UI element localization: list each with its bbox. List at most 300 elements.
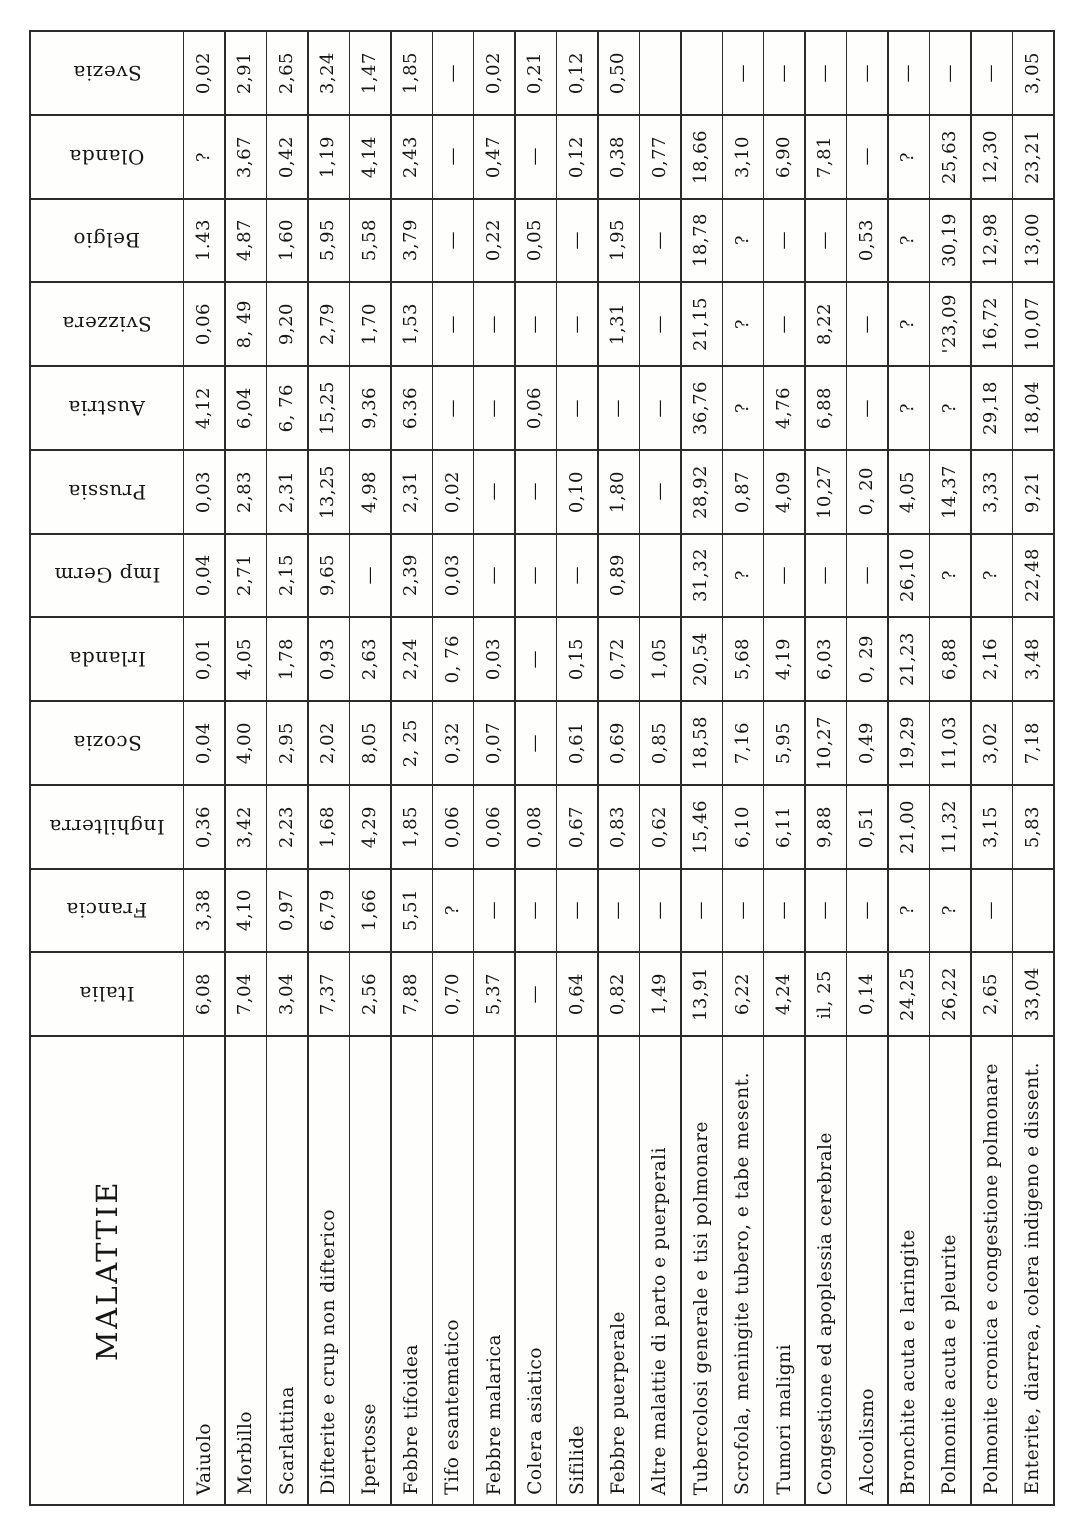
value-cell-olanda-20 bbox=[972, 116, 1012, 198]
value-text: — bbox=[524, 314, 546, 334]
value-text: 6,90 bbox=[772, 135, 794, 178]
value-text: 15,25 bbox=[317, 380, 339, 435]
value-text: 2,31 bbox=[275, 470, 297, 513]
value-cell-irlanda-14 bbox=[723, 618, 763, 700]
value-text: 0,49 bbox=[855, 721, 877, 764]
value-cell-svezia-16 bbox=[806, 32, 846, 114]
value-cell-olanda-9 bbox=[516, 116, 556, 198]
country-name-text: Austria bbox=[68, 395, 146, 420]
value-cell-austria-3 bbox=[267, 367, 307, 449]
value-cell-svezia-9 bbox=[516, 32, 556, 114]
value-text: 6,10 bbox=[731, 805, 753, 848]
value-cell-prussia-9 bbox=[516, 451, 556, 533]
value-text: — bbox=[855, 63, 877, 83]
disease-name-text: Tumori maligni bbox=[773, 1344, 795, 1495]
value-text: 22,48 bbox=[1021, 548, 1043, 603]
value-text: 0,51 bbox=[855, 805, 877, 848]
value-text: 26,22 bbox=[938, 967, 960, 1022]
value-text: 2,79 bbox=[317, 303, 339, 346]
value-text: 1,19 bbox=[317, 135, 339, 178]
value-cell-imp-germ-9 bbox=[516, 535, 556, 617]
value-text: 11,03 bbox=[938, 715, 960, 770]
value-cell-italia-13 bbox=[682, 953, 722, 1035]
value-text: — bbox=[648, 398, 670, 418]
value-cell-belgio-1 bbox=[184, 200, 224, 282]
value-text: 2,15 bbox=[275, 554, 297, 597]
value-cell-prussia-14 bbox=[723, 451, 763, 533]
value-text: 4,10 bbox=[234, 889, 256, 932]
value-text: 9,20 bbox=[275, 303, 297, 346]
value-cell-scozia-13 bbox=[682, 702, 722, 784]
value-cell-imp-germ-13 bbox=[682, 535, 722, 617]
value-text: 1,60 bbox=[275, 219, 297, 262]
value-text: 0, 20 bbox=[855, 467, 877, 516]
value-text: 4,00 bbox=[234, 721, 256, 764]
value-cell-irlanda-19 bbox=[930, 618, 970, 700]
value-text: 4,24 bbox=[772, 973, 794, 1016]
value-text: 6.36 bbox=[400, 386, 422, 429]
value-cell-inghilterra-16 bbox=[806, 786, 846, 868]
value-cell-irlanda-3 bbox=[267, 618, 307, 700]
value-text: — bbox=[855, 147, 877, 166]
value-text: — bbox=[524, 147, 546, 166]
value-cell-italia-21 bbox=[1013, 953, 1053, 1035]
disease-name-text: Vaiuolo bbox=[193, 1422, 215, 1495]
value-text: 0,62 bbox=[648, 805, 670, 848]
value-text: 3,02 bbox=[980, 721, 1002, 764]
value-cell-svizzera-20 bbox=[972, 283, 1012, 365]
value-cell-francia-2 bbox=[226, 870, 266, 952]
value-cell-scozia-5 bbox=[350, 702, 390, 784]
value-cell-imp-germ-3 bbox=[267, 535, 307, 617]
value-text: 0,61 bbox=[565, 721, 587, 764]
value-cell-imp-germ-12 bbox=[640, 535, 680, 617]
value-text: 0,15 bbox=[565, 638, 587, 681]
value-text: 1,85 bbox=[400, 805, 422, 848]
country-name-text: Prussia bbox=[67, 479, 147, 504]
value-cell-imp-germ-6 bbox=[392, 535, 432, 617]
value-text: 3,33 bbox=[980, 470, 1002, 513]
disease-name-text: Morbillo bbox=[235, 1411, 257, 1495]
value-text: 1,85 bbox=[400, 51, 422, 94]
value-text: — bbox=[565, 314, 587, 334]
value-text: 0,02 bbox=[482, 51, 504, 94]
value-text: 23,21 bbox=[1021, 129, 1043, 184]
value-text: 3,38 bbox=[192, 889, 214, 932]
value-cell-inghilterra-20 bbox=[972, 786, 1012, 868]
value-cell-olanda-17 bbox=[847, 116, 887, 198]
value-cell-francia-4 bbox=[309, 870, 349, 952]
value-cell-italia-12 bbox=[640, 953, 680, 1035]
value-cell-irlanda-13 bbox=[682, 618, 722, 700]
country-name-text: Imp Germ bbox=[53, 563, 161, 588]
value-cell-prussia-12 bbox=[640, 451, 680, 533]
value-cell-irlanda-5 bbox=[350, 618, 390, 700]
disease-name-text: Febbre puerperale bbox=[607, 1311, 629, 1495]
value-text: 3,05 bbox=[1021, 51, 1043, 94]
value-cell-inghilterra-2 bbox=[226, 786, 266, 868]
disease-label-scarlattina bbox=[267, 1037, 307, 1504]
value-text: 19,29 bbox=[897, 715, 919, 770]
country-label-olanda bbox=[31, 116, 183, 198]
value-text: — bbox=[565, 398, 587, 418]
value-cell-imp-germ-8 bbox=[474, 535, 514, 617]
value-cell-belgio-2 bbox=[226, 200, 266, 282]
value-text: ? bbox=[897, 235, 919, 246]
disease-name-text: Difterite e crup non difterico bbox=[317, 1209, 339, 1495]
value-text: 2,83 bbox=[234, 470, 256, 513]
value-text: 30,19 bbox=[938, 213, 960, 268]
value-cell-belgio-4 bbox=[309, 200, 349, 282]
value-text: 1,66 bbox=[358, 889, 380, 932]
value-cell-irlanda-9 bbox=[516, 618, 556, 700]
value-text: 0,05 bbox=[524, 219, 546, 262]
value-text: 0,03 bbox=[441, 554, 463, 597]
value-text: 1,95 bbox=[607, 219, 629, 262]
value-text: 18,58 bbox=[690, 715, 712, 770]
value-text: 14,37 bbox=[938, 464, 960, 519]
value-text: — bbox=[814, 231, 836, 250]
value-cell-scozia-2 bbox=[226, 702, 266, 784]
value-cell-austria-20 bbox=[972, 367, 1012, 449]
disease-name-text: Enterite, diarrea, colera indigeno e dissent. bbox=[1022, 1062, 1044, 1495]
disease-name-text: Alcoolismo bbox=[856, 1388, 878, 1495]
value-text: 4,12 bbox=[192, 386, 214, 429]
value-text: 0,67 bbox=[565, 805, 587, 848]
value-cell-olanda-12 bbox=[640, 116, 680, 198]
value-cell-svizzera-2 bbox=[226, 283, 266, 365]
value-cell-irlanda-11 bbox=[599, 618, 639, 700]
value-cell-austria-21 bbox=[1013, 367, 1053, 449]
value-cell-inghilterra-17 bbox=[847, 786, 887, 868]
value-text: — bbox=[441, 398, 463, 418]
country-label-irlanda bbox=[31, 618, 183, 700]
value-cell-imp-germ-5 bbox=[350, 535, 390, 617]
value-text: 0,93 bbox=[317, 638, 339, 681]
value-text: 5,95 bbox=[772, 721, 794, 764]
value-cell-francia-15 bbox=[764, 870, 804, 952]
value-cell-belgio-8 bbox=[474, 200, 514, 282]
value-text: 1,31 bbox=[607, 303, 629, 346]
value-text: — bbox=[772, 314, 794, 334]
value-text: 1,49 bbox=[648, 973, 670, 1016]
value-text: ? bbox=[980, 570, 1002, 581]
value-cell-imp-germ-11 bbox=[599, 535, 639, 617]
value-text: ? bbox=[897, 402, 919, 413]
value-cell-svezia-14 bbox=[723, 32, 763, 114]
country-name-text: Svezia bbox=[72, 60, 142, 85]
value-cell-olanda-1 bbox=[184, 116, 224, 198]
disease-name-text: Tifo esantematico bbox=[442, 1319, 464, 1495]
value-text: 0,06 bbox=[441, 805, 463, 848]
value-text: — bbox=[814, 63, 836, 83]
value-cell-olanda-8 bbox=[474, 116, 514, 198]
country-label-prussia bbox=[31, 451, 183, 533]
value-text: 0,07 bbox=[482, 721, 504, 764]
value-cell-imp-germ-18 bbox=[889, 535, 929, 617]
value-text: 13,00 bbox=[1021, 213, 1043, 268]
value-text: 0,69 bbox=[607, 721, 629, 764]
value-cell-belgio-11 bbox=[599, 200, 639, 282]
value-text: 2,65 bbox=[275, 51, 297, 94]
value-cell-svizzera-9 bbox=[516, 283, 556, 365]
value-cell-francia-14 bbox=[723, 870, 763, 952]
value-cell-olanda-6 bbox=[392, 116, 432, 198]
value-text: 0,08 bbox=[524, 805, 546, 848]
value-text: — bbox=[358, 566, 380, 585]
value-cell-svizzera-5 bbox=[350, 283, 390, 365]
value-text: — bbox=[690, 901, 712, 920]
value-cell-francia-12 bbox=[640, 870, 680, 952]
value-text: 0, 76 bbox=[441, 634, 463, 684]
value-cell-svezia-13 bbox=[682, 32, 722, 114]
value-text: 2,24 bbox=[400, 638, 422, 681]
value-cell-austria-17 bbox=[847, 367, 887, 449]
disease-label-alcoolismo bbox=[847, 1037, 887, 1504]
value-text: 12,30 bbox=[980, 129, 1002, 184]
value-cell-francia-1 bbox=[184, 870, 224, 952]
value-text: 0,04 bbox=[192, 721, 214, 764]
value-cell-austria-11 bbox=[599, 367, 639, 449]
value-cell-svezia-12 bbox=[640, 32, 680, 114]
value-cell-imp-germ-19 bbox=[930, 535, 970, 617]
value-text: 1,70 bbox=[358, 303, 380, 346]
value-text: 3,04 bbox=[275, 973, 297, 1016]
value-text: 0,36 bbox=[192, 805, 214, 848]
value-cell-inghilterra-11 bbox=[599, 786, 639, 868]
country-name-text: Olanda bbox=[69, 144, 145, 169]
value-text: ? bbox=[731, 235, 753, 246]
value-text: — bbox=[482, 314, 504, 334]
value-cell-svizzera-19 bbox=[930, 283, 970, 365]
value-cell-svizzera-4 bbox=[309, 283, 349, 365]
value-cell-inghilterra-8 bbox=[474, 786, 514, 868]
value-cell-austria-19 bbox=[930, 367, 970, 449]
value-cell-austria-9 bbox=[516, 367, 556, 449]
value-cell-italia-18 bbox=[889, 953, 929, 1035]
value-text: — bbox=[482, 482, 504, 501]
value-cell-inghilterra-18 bbox=[889, 786, 929, 868]
value-cell-austria-13 bbox=[682, 367, 722, 449]
value-text: 0,89 bbox=[607, 554, 629, 597]
value-cell-irlanda-17 bbox=[847, 618, 887, 700]
value-cell-inghilterra-5 bbox=[350, 786, 390, 868]
value-cell-svizzera-3 bbox=[267, 283, 307, 365]
disease-name-text: Sifilide bbox=[566, 1425, 588, 1495]
value-text: 2,56 bbox=[358, 973, 380, 1016]
value-text: — bbox=[648, 482, 670, 501]
value-cell-francia-13 bbox=[682, 870, 722, 952]
value-text: — bbox=[938, 63, 960, 83]
value-cell-olanda-2 bbox=[226, 116, 266, 198]
value-cell-francia-10 bbox=[557, 870, 597, 952]
value-cell-irlanda-10 bbox=[557, 618, 597, 700]
value-cell-svezia-17 bbox=[847, 32, 887, 114]
value-text: 0,38 bbox=[607, 135, 629, 178]
value-cell-scozia-17 bbox=[847, 702, 887, 784]
value-cell-svezia-10 bbox=[557, 32, 597, 114]
value-cell-prussia-10 bbox=[557, 451, 597, 533]
value-text: il, 25 bbox=[814, 969, 836, 1019]
value-cell-scozia-21 bbox=[1013, 702, 1053, 784]
value-text: 0,01 bbox=[192, 638, 214, 681]
value-text: 0,82 bbox=[607, 973, 629, 1016]
value-text: 28,92 bbox=[690, 464, 712, 519]
value-cell-svezia-1 bbox=[184, 32, 224, 114]
disease-label-polmonite-acuta-e-pleurite bbox=[930, 1037, 970, 1504]
value-cell-belgio-18 bbox=[889, 200, 929, 282]
disease-label-altre-malattie-di-parto-e-puerperali bbox=[640, 1037, 680, 1504]
value-text: — bbox=[897, 63, 919, 83]
value-cell-irlanda-2 bbox=[226, 618, 266, 700]
value-cell-belgio-17 bbox=[847, 200, 887, 282]
value-cell-italia-14 bbox=[723, 953, 763, 1035]
value-text: — bbox=[482, 398, 504, 418]
disease-label-colera-asiatico bbox=[516, 1037, 556, 1504]
value-cell-inghilterra-6 bbox=[392, 786, 432, 868]
value-cell-inghilterra-12 bbox=[640, 786, 680, 868]
value-cell-scozia-11 bbox=[599, 702, 639, 784]
value-cell-francia-17 bbox=[847, 870, 887, 952]
value-cell-scozia-8 bbox=[474, 702, 514, 784]
value-cell-belgio-14 bbox=[723, 200, 763, 282]
value-text: 18,04 bbox=[1021, 380, 1043, 435]
value-cell-belgio-19 bbox=[930, 200, 970, 282]
value-text: 9,88 bbox=[814, 805, 836, 848]
value-cell-irlanda-21 bbox=[1013, 618, 1053, 700]
value-text: 0,77 bbox=[648, 135, 670, 178]
disease-label-febbre-malarica bbox=[474, 1037, 514, 1504]
value-cell-austria-4 bbox=[309, 367, 349, 449]
value-text: 7,37 bbox=[317, 973, 339, 1016]
value-text: 0,03 bbox=[482, 638, 504, 681]
malattie-header-text: MALATTIE bbox=[89, 1179, 124, 1362]
value-cell-scozia-3 bbox=[267, 702, 307, 784]
value-cell-belgio-13 bbox=[682, 200, 722, 282]
value-cell-inghilterra-19 bbox=[930, 786, 970, 868]
value-cell-irlanda-7 bbox=[433, 618, 473, 700]
value-cell-scozia-16 bbox=[806, 702, 846, 784]
value-text: 0,53 bbox=[855, 219, 877, 262]
value-cell-belgio-12 bbox=[640, 200, 680, 282]
value-cell-prussia-17 bbox=[847, 451, 887, 533]
value-text: 2,91 bbox=[234, 51, 256, 94]
value-text: 6, 76 bbox=[275, 383, 297, 433]
value-text: 6,03 bbox=[814, 638, 836, 681]
value-cell-belgio-20 bbox=[972, 200, 1012, 282]
value-cell-scozia-6 bbox=[392, 702, 432, 784]
value-text: ? bbox=[192, 151, 214, 162]
value-text: 0,47 bbox=[482, 135, 504, 178]
value-text: 4,76 bbox=[772, 386, 794, 429]
value-text: 0,42 bbox=[275, 135, 297, 178]
value-text: 1,80 bbox=[607, 470, 629, 513]
value-cell-italia-1 bbox=[184, 953, 224, 1035]
value-cell-scozia-12 bbox=[640, 702, 680, 784]
value-cell-austria-1 bbox=[184, 367, 224, 449]
value-cell-olanda-19 bbox=[930, 116, 970, 198]
value-cell-belgio-16 bbox=[806, 200, 846, 282]
value-text: 0,72 bbox=[607, 638, 629, 681]
value-text: ? bbox=[731, 570, 753, 581]
value-text: 2,31 bbox=[400, 470, 422, 513]
value-text: 12,98 bbox=[980, 213, 1002, 268]
value-text: ? bbox=[441, 905, 463, 916]
value-text: 3,24 bbox=[317, 51, 339, 94]
value-text: 18,78 bbox=[690, 213, 712, 268]
value-text: ? bbox=[897, 905, 919, 916]
value-cell-imp-germ-2 bbox=[226, 535, 266, 617]
value-cell-imp-germ-4 bbox=[309, 535, 349, 617]
value-text: ? bbox=[897, 151, 919, 162]
value-text: — bbox=[524, 482, 546, 501]
value-cell-italia-17 bbox=[847, 953, 887, 1035]
value-text: 25,63 bbox=[938, 129, 960, 184]
value-text: 8,22 bbox=[814, 303, 836, 346]
value-text: 6,79 bbox=[317, 889, 339, 932]
value-cell-francia-5 bbox=[350, 870, 390, 952]
value-text: — bbox=[772, 63, 794, 83]
value-cell-francia-9 bbox=[516, 870, 556, 952]
value-cell-olanda-11 bbox=[599, 116, 639, 198]
value-cell-italia-11 bbox=[599, 953, 639, 1035]
value-text: 0,64 bbox=[565, 973, 587, 1016]
value-text: ? bbox=[897, 319, 919, 330]
value-text: — bbox=[524, 984, 546, 1004]
value-text: 15,46 bbox=[690, 799, 712, 854]
value-cell-imp-germ-14 bbox=[723, 535, 763, 617]
value-cell-italia-19 bbox=[930, 953, 970, 1035]
value-text: 0,04 bbox=[192, 554, 214, 597]
value-cell-svizzera-16 bbox=[806, 283, 846, 365]
value-cell-belgio-21 bbox=[1013, 200, 1053, 282]
value-text: 10,27 bbox=[814, 715, 836, 770]
disease-label-tifo-esantematico bbox=[433, 1037, 473, 1504]
value-cell-austria-18 bbox=[889, 367, 929, 449]
value-cell-svizzera-13 bbox=[682, 283, 722, 365]
value-cell-austria-5 bbox=[350, 367, 390, 449]
value-cell-prussia-1 bbox=[184, 451, 224, 533]
value-text: 24,25 bbox=[897, 967, 919, 1022]
value-cell-svizzera-14 bbox=[723, 283, 763, 365]
value-text: ? bbox=[938, 905, 960, 916]
value-text: 5,37 bbox=[482, 973, 504, 1016]
country-name-text: Inghilterra bbox=[49, 814, 165, 839]
value-text: 3,42 bbox=[234, 805, 256, 848]
value-cell-scozia-20 bbox=[972, 702, 1012, 784]
value-cell-svezia-19 bbox=[930, 32, 970, 114]
value-text: — bbox=[607, 398, 629, 418]
value-cell-italia-2 bbox=[226, 953, 266, 1035]
value-text: — bbox=[772, 231, 794, 250]
value-cell-inghilterra-4 bbox=[309, 786, 349, 868]
value-text: — bbox=[855, 398, 877, 418]
disease-label-morbillo bbox=[226, 1037, 266, 1504]
value-cell-svezia-20 bbox=[972, 32, 1012, 114]
value-cell-svezia-4 bbox=[309, 32, 349, 114]
value-text: '23,09 bbox=[938, 294, 960, 354]
value-cell-italia-6 bbox=[392, 953, 432, 1035]
value-cell-francia-6 bbox=[392, 870, 432, 952]
value-text: 36,76 bbox=[690, 380, 712, 435]
value-cell-svezia-15 bbox=[764, 32, 804, 114]
value-text: — bbox=[731, 63, 753, 83]
disease-name-text: Altre malattie di parto e puerperali bbox=[649, 1146, 671, 1495]
disease-name-text: Polmonite cronica e congestione polmonare bbox=[980, 1063, 1002, 1495]
value-cell-prussia-18 bbox=[889, 451, 929, 533]
value-text: 5,68 bbox=[731, 638, 753, 681]
value-text: 33,04 bbox=[1021, 967, 1043, 1022]
